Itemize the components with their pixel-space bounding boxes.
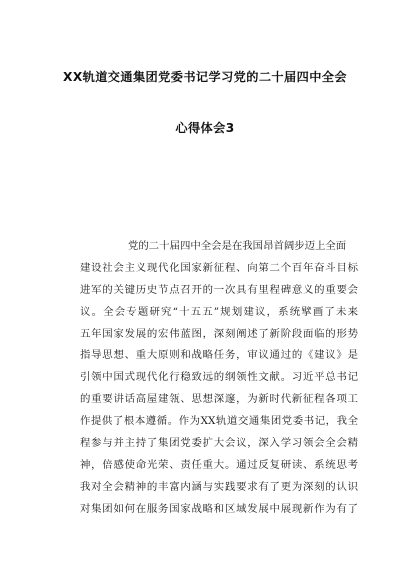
document-body	[80, 236, 358, 521]
paragraph-line: 建设社会主义现代化国家新征程、向第二个百年奋斗目标	[80, 261, 358, 274]
document-title: XX轨道交通集团党委书记学习党的二十届四中全会	[63, 70, 347, 84]
paragraph-line: 进军的关键历史节点召开的一次具有里程碑意义的重要会	[80, 283, 358, 296]
paragraph-line: 引领中国式现代化行稳致远的纲领性文献。习近平总书记	[80, 371, 358, 384]
paragraph-line: 作提供了根本遵循。作为XX轨道交通集团党委书记，我全	[80, 415, 358, 428]
paragraph-line: 五年国家发展的宏伟蓝图，深刻阐述了新阶段面临的形势	[80, 327, 358, 340]
paragraph-line: 对集团如何在服务国家战略和区域发展中展现新作为有了	[80, 502, 358, 515]
paragraph-line: 指导思想、重大原则和战略任务，审议通过的《建议》是	[80, 349, 358, 362]
document-subtitle: 心得体会3	[175, 121, 235, 135]
paragraph-line: 议。全会专题研究“十五五”规划建议，系统擘画了未来	[80, 305, 358, 318]
paragraph-line: 神，倍感使命光荣、责任重大。通过反复研读、系统思考	[80, 458, 358, 471]
paragraph-line: 党的二十届四中全会是在我国昂首阔步迈上全面	[128, 240, 347, 252]
paragraph-line: 我对全会精神的丰富内涵与实践要求有了更为深刻的认识	[80, 480, 358, 493]
paragraph-line: 程参与并主持了集团党委扩大会议，深入学习领会全会精	[80, 437, 358, 450]
paragraph-line: 的重要讲话高屋建瓴、思想深邃，为新时代新征程各项工	[80, 393, 358, 406]
